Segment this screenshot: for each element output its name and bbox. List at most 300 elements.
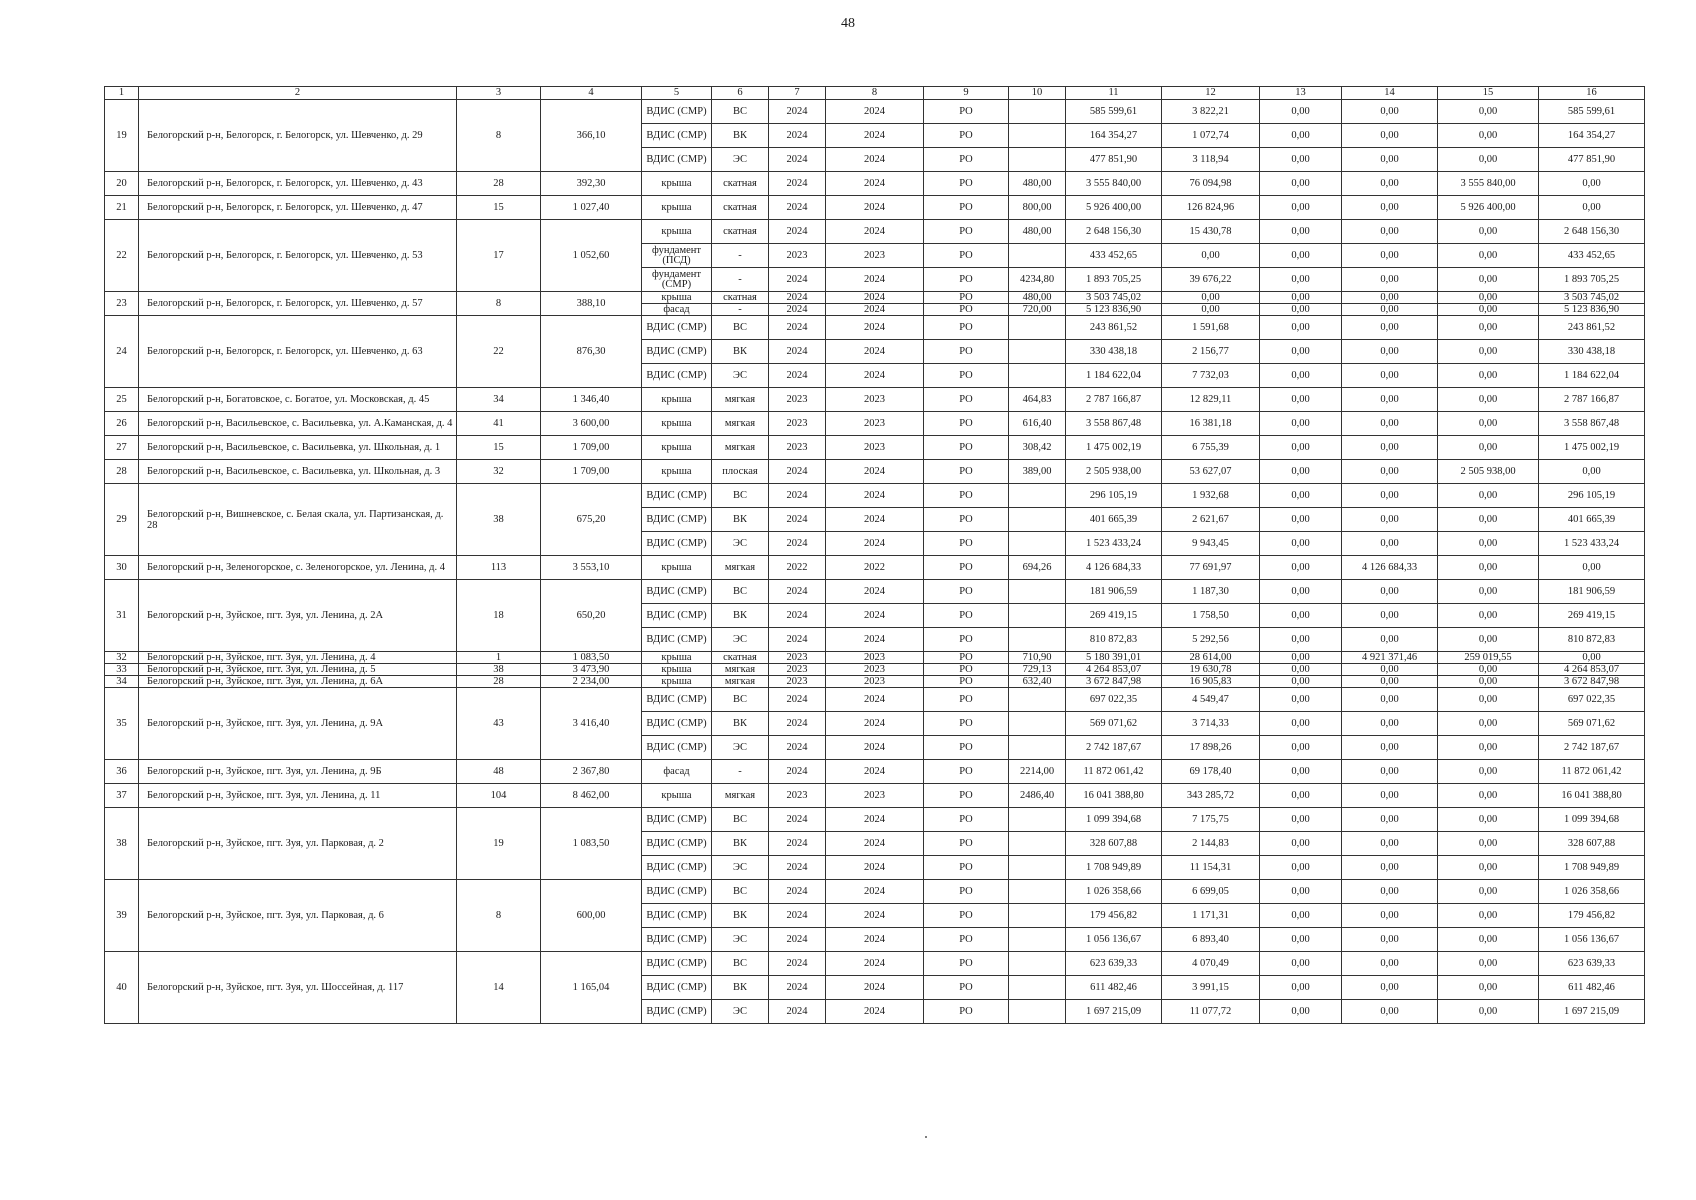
work-type: фасад (642, 760, 712, 784)
cost-col14: 0,00 (1342, 412, 1438, 436)
table-body (105, 100, 1645, 1024)
year-start: 2024 (769, 484, 826, 508)
subtype: мягкая (712, 664, 769, 676)
cost-col15: 0,00 (1438, 304, 1539, 316)
cost-col15: 0,00 (1438, 808, 1539, 832)
cost-total: 296 105,19 (1066, 484, 1162, 508)
apartments-count: 104 (457, 784, 541, 808)
volume (1009, 100, 1066, 124)
year-start: 2024 (769, 532, 826, 556)
subtype: скатная (712, 220, 769, 244)
cost-col13: 0,00 (1260, 340, 1342, 364)
cost-total: 3 558 867,48 (1066, 412, 1162, 436)
cost-col16: 1 697 215,09 (1539, 1000, 1645, 1024)
cost-col12: 6 755,39 (1162, 436, 1260, 460)
executor: РО (924, 928, 1009, 952)
cost-col16: 1 056 136,67 (1539, 928, 1645, 952)
row-number: 22 (105, 220, 139, 292)
subtype: ЭС (712, 364, 769, 388)
executor: РО (924, 952, 1009, 976)
volume (1009, 508, 1066, 532)
year-start: 2023 (769, 652, 826, 664)
cost-col12: 3 118,94 (1162, 148, 1260, 172)
cost-col14: 4 921 371,46 (1342, 652, 1438, 664)
cost-col14: 0,00 (1342, 856, 1438, 880)
year-start: 2023 (769, 388, 826, 412)
year-end: 2024 (826, 124, 924, 148)
subtype: мягкая (712, 676, 769, 688)
cost-col13: 0,00 (1260, 364, 1342, 388)
cost-col16: 1 708 949,89 (1539, 856, 1645, 880)
table-row (105, 100, 1645, 124)
cost-col13: 0,00 (1260, 304, 1342, 316)
cost-total: 1 056 136,67 (1066, 928, 1162, 952)
year-start: 2024 (769, 196, 826, 220)
volume: 389,00 (1009, 460, 1066, 484)
cost-col14: 0,00 (1342, 460, 1438, 484)
executor: РО (924, 652, 1009, 664)
cost-col16: 330 438,18 (1539, 340, 1645, 364)
year-start: 2024 (769, 364, 826, 388)
apartments-count: 113 (457, 556, 541, 580)
executor: РО (924, 436, 1009, 460)
cost-col13: 0,00 (1260, 100, 1342, 124)
cost-total: 401 665,39 (1066, 508, 1162, 532)
executor: РО (924, 340, 1009, 364)
column-header-11: 11 (1066, 87, 1162, 100)
cost-col16: 401 665,39 (1539, 508, 1645, 532)
year-end: 2024 (826, 172, 924, 196)
area: 3 553,10 (541, 556, 642, 580)
volume (1009, 976, 1066, 1000)
table-row (105, 808, 1645, 832)
volume (1009, 856, 1066, 880)
year-start: 2024 (769, 712, 826, 736)
cost-col15: 0,00 (1438, 364, 1539, 388)
table-row (105, 388, 1645, 412)
subtype: ВС (712, 880, 769, 904)
cost-col13: 0,00 (1260, 664, 1342, 676)
cost-col14: 0,00 (1342, 628, 1438, 652)
cost-col12: 2 156,77 (1162, 340, 1260, 364)
year-start: 2024 (769, 904, 826, 928)
cost-total: 1 893 705,25 (1066, 268, 1162, 292)
year-end: 2024 (826, 760, 924, 784)
executor: РО (924, 712, 1009, 736)
cost-col15: 0,00 (1438, 688, 1539, 712)
cost-col15: 5 926 400,00 (1438, 196, 1539, 220)
cost-col14: 0,00 (1342, 712, 1438, 736)
year-end: 2023 (826, 652, 924, 664)
cost-col14: 0,00 (1342, 436, 1438, 460)
cost-col14: 0,00 (1342, 784, 1438, 808)
work-type: крыша (642, 412, 712, 436)
cost-col14: 0,00 (1342, 220, 1438, 244)
column-header-13: 13 (1260, 87, 1342, 100)
table-row (105, 316, 1645, 340)
cost-col14: 0,00 (1342, 532, 1438, 556)
table-header (105, 87, 1645, 100)
cost-col14: 0,00 (1342, 172, 1438, 196)
executor: РО (924, 856, 1009, 880)
row-number: 23 (105, 292, 139, 316)
column-header-2: 2 (139, 87, 457, 100)
year-start: 2024 (769, 952, 826, 976)
cost-col12: 76 094,98 (1162, 172, 1260, 196)
work-type: ВДИС (СМР) (642, 628, 712, 652)
table-row (105, 412, 1645, 436)
work-type: крыша (642, 436, 712, 460)
cost-col13: 0,00 (1260, 508, 1342, 532)
address: Белогорский р-н, Зуйское, пгт. Зуя, ул. Шоссейная, д. 117 (139, 952, 457, 1024)
executor: РО (924, 412, 1009, 436)
executor: РО (924, 316, 1009, 340)
column-header-1: 1 (105, 87, 139, 100)
address: Белогорский р-н, Белогорск, г. Белогорск, ул. Шевченко, д. 53 (139, 220, 457, 292)
subtype: скатная (712, 652, 769, 664)
cost-col14: 0,00 (1342, 364, 1438, 388)
cost-col13: 0,00 (1260, 196, 1342, 220)
executor: РО (924, 172, 1009, 196)
apartments-count: 18 (457, 580, 541, 652)
cost-total: 164 354,27 (1066, 124, 1162, 148)
executor: РО (924, 268, 1009, 292)
cost-col12: 15 430,78 (1162, 220, 1260, 244)
year-end: 2024 (826, 736, 924, 760)
cost-col13: 0,00 (1260, 316, 1342, 340)
row-number: 34 (105, 676, 139, 688)
cost-col15: 0,00 (1438, 532, 1539, 556)
cost-col15: 0,00 (1438, 712, 1539, 736)
work-type: крыша (642, 460, 712, 484)
cost-col12: 1 171,31 (1162, 904, 1260, 928)
cost-col16: 0,00 (1539, 460, 1645, 484)
cost-col13: 0,00 (1260, 172, 1342, 196)
cost-col14: 0,00 (1342, 124, 1438, 148)
cost-total: 269 419,15 (1066, 604, 1162, 628)
cost-col16: 4 264 853,07 (1539, 664, 1645, 676)
cost-col12: 69 178,40 (1162, 760, 1260, 784)
year-end: 2024 (826, 856, 924, 880)
executor: РО (924, 664, 1009, 676)
row-number: 37 (105, 784, 139, 808)
cost-col12: 343 285,72 (1162, 784, 1260, 808)
area: 1 083,50 (541, 808, 642, 880)
subtype: ЭС (712, 532, 769, 556)
year-end: 2024 (826, 484, 924, 508)
year-start: 2024 (769, 928, 826, 952)
cost-col16: 1 026 358,66 (1539, 880, 1645, 904)
row-number: 31 (105, 580, 139, 652)
apartments-count: 8 (457, 880, 541, 952)
cost-col15: 0,00 (1438, 904, 1539, 928)
address: Белогорский р-н, Зуйское, пгт. Зуя, ул. Ленина, д. 6А (139, 676, 457, 688)
cost-col15: 0,00 (1438, 292, 1539, 304)
cost-col14: 0,00 (1342, 832, 1438, 856)
work-type: крыша (642, 664, 712, 676)
executor: РО (924, 196, 1009, 220)
cost-col15: 0,00 (1438, 268, 1539, 292)
year-start: 2024 (769, 880, 826, 904)
year-start: 2024 (769, 628, 826, 652)
executor: РО (924, 604, 1009, 628)
cost-col14: 0,00 (1342, 688, 1438, 712)
year-end: 2024 (826, 268, 924, 292)
work-type: ВДИС (СМР) (642, 364, 712, 388)
volume (1009, 124, 1066, 148)
work-type: ВДИС (СМР) (642, 604, 712, 628)
cost-col12: 19 630,78 (1162, 664, 1260, 676)
cost-col15: 0,00 (1438, 436, 1539, 460)
cost-col14: 0,00 (1342, 952, 1438, 976)
volume (1009, 832, 1066, 856)
year-start: 2023 (769, 664, 826, 676)
cost-total: 5 180 391,01 (1066, 652, 1162, 664)
cost-col14: 0,00 (1342, 100, 1438, 124)
address: Белогорский р-н, Белогорск, г. Белогорск, ул. Шевченко, д. 63 (139, 316, 457, 388)
executor: РО (924, 976, 1009, 1000)
cost-col14: 0,00 (1342, 880, 1438, 904)
subtype: ВС (712, 316, 769, 340)
table-row (105, 436, 1645, 460)
column-header-10: 10 (1009, 87, 1066, 100)
area: 392,30 (541, 172, 642, 196)
subtype: ЭС (712, 1000, 769, 1024)
cost-col14: 0,00 (1342, 268, 1438, 292)
cost-col12: 0,00 (1162, 304, 1260, 316)
cost-total: 3 672 847,98 (1066, 676, 1162, 688)
cost-total: 810 872,83 (1066, 628, 1162, 652)
address: Белогорский р-н, Белогорск, г. Белогорск, ул. Шевченко, д. 47 (139, 196, 457, 220)
area: 1 709,00 (541, 436, 642, 460)
year-start: 2024 (769, 760, 826, 784)
volume (1009, 712, 1066, 736)
executor: РО (924, 364, 1009, 388)
table-row (105, 760, 1645, 784)
year-start: 2024 (769, 1000, 826, 1024)
address: Белогорский р-н, Белогорск, г. Белогорск, ул. Шевченко, д. 29 (139, 100, 457, 172)
year-end: 2024 (826, 316, 924, 340)
table-row (105, 688, 1645, 712)
header-row (105, 87, 1645, 100)
year-start: 2024 (769, 736, 826, 760)
row-number: 30 (105, 556, 139, 580)
work-type: ВДИС (СМР) (642, 856, 712, 880)
row-number: 21 (105, 196, 139, 220)
subtype: скатная (712, 196, 769, 220)
cost-col14: 0,00 (1342, 976, 1438, 1000)
cost-col16: 0,00 (1539, 556, 1645, 580)
cost-total: 4 126 684,33 (1066, 556, 1162, 580)
area: 366,10 (541, 100, 642, 172)
cost-col12: 1 072,74 (1162, 124, 1260, 148)
cost-col15: 0,00 (1438, 628, 1539, 652)
work-type: ВДИС (СМР) (642, 148, 712, 172)
table-row (105, 556, 1645, 580)
table-row (105, 784, 1645, 808)
work-type: крыша (642, 388, 712, 412)
cost-col14: 0,00 (1342, 148, 1438, 172)
year-start: 2023 (769, 676, 826, 688)
cost-total: 5 123 836,90 (1066, 304, 1162, 316)
work-type: ВДИС (СМР) (642, 100, 712, 124)
address: Белогорский р-н, Зуйское, пгт. Зуя, ул. Ленина, д. 9Б (139, 760, 457, 784)
cost-col14: 0,00 (1342, 760, 1438, 784)
executor: РО (924, 484, 1009, 508)
work-type: ВДИС (СМР) (642, 736, 712, 760)
cost-total: 5 926 400,00 (1066, 196, 1162, 220)
cost-col15: 0,00 (1438, 880, 1539, 904)
column-header-8: 8 (826, 87, 924, 100)
executor: РО (924, 244, 1009, 268)
work-type: крыша (642, 196, 712, 220)
cost-col16: 181 906,59 (1539, 580, 1645, 604)
volume: 308,42 (1009, 436, 1066, 460)
cost-col15: 0,00 (1438, 676, 1539, 688)
cost-total: 2 648 156,30 (1066, 220, 1162, 244)
year-end: 2024 (826, 808, 924, 832)
volume: 800,00 (1009, 196, 1066, 220)
cost-col15: 0,00 (1438, 340, 1539, 364)
cost-col14: 0,00 (1342, 304, 1438, 316)
subtype: ВС (712, 808, 769, 832)
cost-col14: 0,00 (1342, 808, 1438, 832)
table-row (105, 652, 1645, 664)
subtype: плоская (712, 460, 769, 484)
year-end: 2024 (826, 196, 924, 220)
cost-col12: 11 154,31 (1162, 856, 1260, 880)
cost-col16: 1 893 705,25 (1539, 268, 1645, 292)
cost-col13: 0,00 (1260, 556, 1342, 580)
cost-col12: 1 932,68 (1162, 484, 1260, 508)
cost-col13: 0,00 (1260, 460, 1342, 484)
cost-col13: 0,00 (1260, 652, 1342, 664)
works-table (104, 86, 1645, 1024)
year-end: 2024 (826, 832, 924, 856)
row-number: 29 (105, 484, 139, 556)
table-row (105, 676, 1645, 688)
subtype: скатная (712, 292, 769, 304)
cost-total: 1 475 002,19 (1066, 436, 1162, 460)
year-start: 2024 (769, 808, 826, 832)
volume: 2214,00 (1009, 760, 1066, 784)
work-type: фасад (642, 304, 712, 316)
cost-col14: 0,00 (1342, 508, 1438, 532)
volume (1009, 952, 1066, 976)
year-start: 2024 (769, 508, 826, 532)
cost-col12: 1 187,30 (1162, 580, 1260, 604)
cost-col13: 0,00 (1260, 412, 1342, 436)
cost-col16: 328 607,88 (1539, 832, 1645, 856)
work-type: ВДИС (СМР) (642, 532, 712, 556)
year-end: 2024 (826, 148, 924, 172)
cost-col13: 0,00 (1260, 604, 1342, 628)
cost-total: 3 503 745,02 (1066, 292, 1162, 304)
cost-col16: 623 639,33 (1539, 952, 1645, 976)
cost-total: 181 906,59 (1066, 580, 1162, 604)
cost-col16: 243 861,52 (1539, 316, 1645, 340)
cost-col13: 0,00 (1260, 220, 1342, 244)
cost-total: 243 861,52 (1066, 316, 1162, 340)
address: Белогорский р-н, Васильевское, с. Васильевка, ул. А.Каманская, д. 4 (139, 412, 457, 436)
cost-col16: 1 523 433,24 (1539, 532, 1645, 556)
volume: 632,40 (1009, 676, 1066, 688)
year-end: 2022 (826, 556, 924, 580)
cost-col16: 433 452,65 (1539, 244, 1645, 268)
work-type: ВДИС (СМР) (642, 928, 712, 952)
executor: РО (924, 220, 1009, 244)
volume (1009, 580, 1066, 604)
cost-col16: 3 558 867,48 (1539, 412, 1645, 436)
executor: РО (924, 628, 1009, 652)
work-type: ВДИС (СМР) (642, 508, 712, 532)
volume (1009, 928, 1066, 952)
cost-col15: 0,00 (1438, 124, 1539, 148)
cost-col12: 16 381,18 (1162, 412, 1260, 436)
volume (1009, 904, 1066, 928)
work-type: крыша (642, 676, 712, 688)
work-type: ВДИС (СМР) (642, 340, 712, 364)
work-type: ВДИС (СМР) (642, 484, 712, 508)
cost-total: 328 607,88 (1066, 832, 1162, 856)
cost-col14: 0,00 (1342, 196, 1438, 220)
cost-col15: 0,00 (1438, 664, 1539, 676)
row-number: 24 (105, 316, 139, 388)
executor: РО (924, 832, 1009, 856)
year-start: 2023 (769, 412, 826, 436)
cost-col14: 0,00 (1342, 244, 1438, 268)
row-number: 38 (105, 808, 139, 880)
volume (1009, 484, 1066, 508)
year-start: 2024 (769, 124, 826, 148)
year-start: 2023 (769, 244, 826, 268)
cost-col16: 697 022,35 (1539, 688, 1645, 712)
cost-col16: 569 071,62 (1539, 712, 1645, 736)
cost-col13: 0,00 (1260, 388, 1342, 412)
cost-col13: 0,00 (1260, 832, 1342, 856)
volume (1009, 688, 1066, 712)
cost-total: 1 697 215,09 (1066, 1000, 1162, 1024)
cost-col13: 0,00 (1260, 904, 1342, 928)
apartments-count: 41 (457, 412, 541, 436)
cost-total: 697 022,35 (1066, 688, 1162, 712)
column-header-15: 15 (1438, 87, 1539, 100)
cost-total: 2 742 187,67 (1066, 736, 1162, 760)
row-number: 28 (105, 460, 139, 484)
year-end: 2023 (826, 388, 924, 412)
volume (1009, 808, 1066, 832)
subtype: мягкая (712, 388, 769, 412)
apartments-count: 14 (457, 952, 541, 1024)
volume: 2486,40 (1009, 784, 1066, 808)
cost-col12: 28 614,00 (1162, 652, 1260, 664)
year-end: 2023 (826, 244, 924, 268)
cost-col13: 0,00 (1260, 124, 1342, 148)
cost-col12: 0,00 (1162, 244, 1260, 268)
cost-col15: 0,00 (1438, 388, 1539, 412)
apartments-count: 19 (457, 808, 541, 880)
year-start: 2024 (769, 292, 826, 304)
executor: РО (924, 676, 1009, 688)
volume: 464,83 (1009, 388, 1066, 412)
subtype: скатная (712, 172, 769, 196)
cost-col15: 3 555 840,00 (1438, 172, 1539, 196)
cost-col14: 0,00 (1342, 928, 1438, 952)
row-number: 32 (105, 652, 139, 664)
table-row (105, 580, 1645, 604)
table-row (105, 196, 1645, 220)
executor: РО (924, 460, 1009, 484)
